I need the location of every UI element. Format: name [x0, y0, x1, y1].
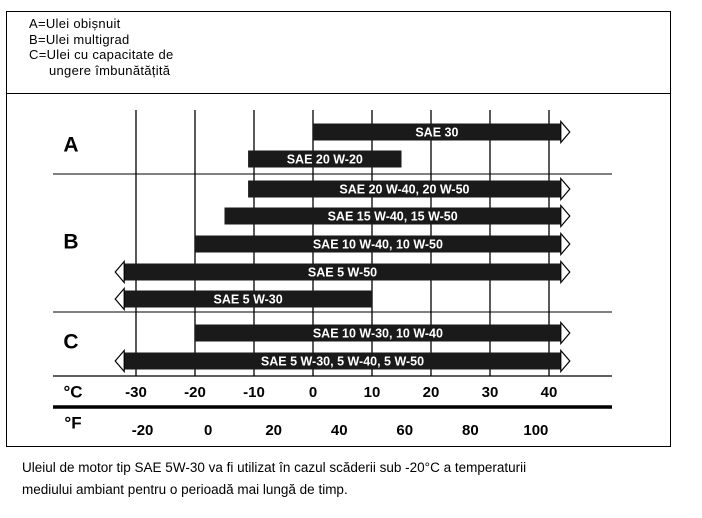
caption — [22, 457, 682, 501]
celsius-tick-label: 30 — [481, 383, 499, 401]
bar-label: SAE 20 W-40, 20 W-50 — [339, 182, 470, 197]
fahrenheit-unit-label: °F — [64, 413, 82, 433]
bar-arrow-left — [115, 351, 124, 372]
bar-label: SAE 10 W-40, 10 W-50 — [312, 237, 443, 252]
fahrenheit-tick-label: 20 — [265, 421, 283, 439]
fahrenheit-tick-label: 0 — [203, 421, 213, 439]
celsius-tick-label: 40 — [540, 383, 558, 401]
fahrenheit-tick-label: 40 — [330, 421, 348, 439]
caption-line-1: Uleiul de motor tip SAE 5W-30 va fi utilizat în cazul scăderii sub -20°C a temperaturii — [22, 460, 527, 475]
bar-arrow-right — [561, 234, 570, 255]
bar-label: SAE 15 W-40, 15 W-50 — [327, 209, 458, 224]
bar-label: SAE 20 W-20 — [286, 152, 363, 167]
bar-arrow-right — [561, 262, 570, 283]
celsius-tick-label: -20 — [184, 383, 206, 401]
group-label: B — [63, 230, 79, 254]
legend-item-c-continuation: ungere îmbunătățită — [49, 62, 171, 78]
bar-label: SAE 5 W-50 — [307, 265, 378, 280]
celsius-unit-label: °C — [63, 382, 83, 402]
bar-arrow-right — [561, 122, 570, 143]
legend-item-c: C=Ulei cu capacitate de — [29, 47, 174, 62]
bar-arrow-right — [561, 206, 570, 227]
legend-item-a: A=Ulei obișnuit — [29, 16, 121, 31]
celsius-tick-label: -30 — [125, 383, 147, 401]
celsius-tick-label: 0 — [308, 383, 318, 401]
fahrenheit-tick-label: -20 — [131, 421, 154, 439]
legend-item-b: B=Ulei multigrad — [29, 31, 130, 47]
celsius-tick-label: 20 — [422, 383, 440, 401]
bar-arrow-left — [115, 262, 124, 283]
fahrenheit-tick-label: 100 — [523, 421, 549, 439]
group-label: C — [63, 330, 79, 354]
caption-line-2: mediului ambiant pentru o perioadă mai lungă de timp. — [22, 482, 348, 497]
fahrenheit-tick-label: 80 — [461, 421, 479, 439]
bar-label: SAE 10 W-30, 10 W-40 — [312, 326, 443, 341]
bar-arrow-left — [115, 289, 124, 310]
group-label: A — [63, 133, 79, 157]
celsius-tick-label: 10 — [363, 383, 381, 401]
fahrenheit-tick-label: 60 — [396, 421, 414, 439]
bar-label: SAE 5 W-30, 5 W-40, 5 W-50 — [260, 354, 425, 369]
celsius-tick-label: -10 — [243, 383, 265, 401]
bar-arrow-right — [561, 351, 570, 372]
bar-label: SAE 30 — [415, 125, 459, 140]
bar-arrow-right — [561, 323, 570, 344]
bar-arrow-right — [561, 179, 570, 200]
bar-label: SAE 5 W-30 — [213, 292, 283, 307]
